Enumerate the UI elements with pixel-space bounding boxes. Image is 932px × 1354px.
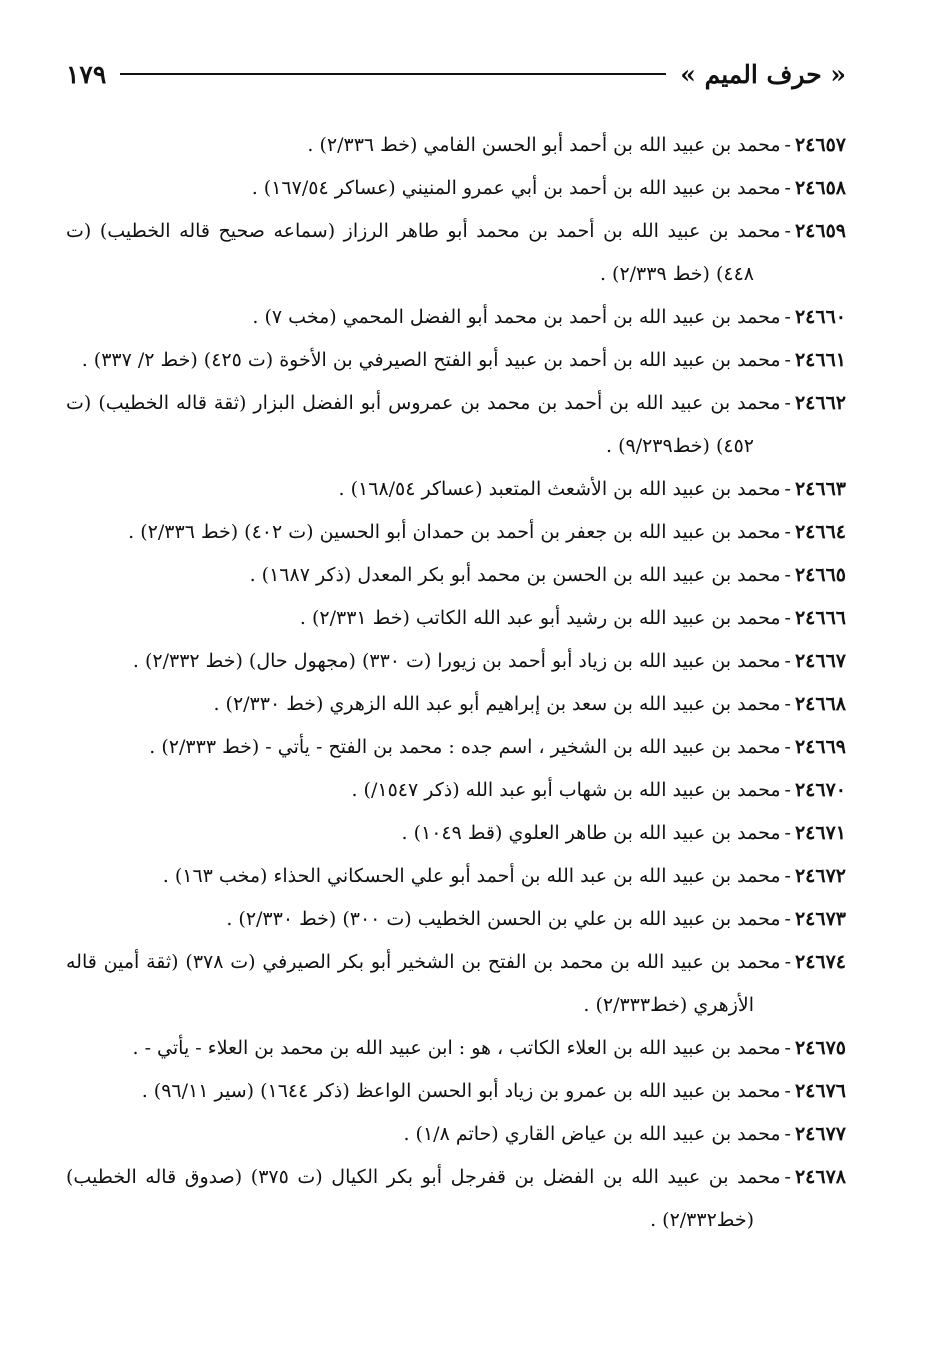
entry-list [66,124,846,1242]
entry-text: محمد بن عبيد الله بن الشخير ، اسم جده : محمد بن الفتح - يأتي - (خط ٢/٣٣٣) . [149,736,781,758]
entry-text: محمد بن عبيد الله بن جعفر بن أحمد بن حمدان أبو الحسين (ت ٤٠٢) (خط ٢/٣٣٦) . [128,521,781,543]
entry-text: محمد بن عبيد الله بن زياد أبو أحمد بن زيورا (ت ٣٣٠) (مجهول حال) (خط ٢/٣٣٢) . [132,650,781,672]
chapter-title: « حرف الميم » [680,59,846,89]
list-item: ٢٤٦٦٦-محمد بن عبيد الله بن رشيد أبو عبد الله الكاتب (خط ٢/٣٣١) . [299,607,846,629]
entry-text: محمد بن عبيد الله بن شهاب أبو عبد الله (ذكر ١٥٤٧/) . [351,779,781,801]
entry-number: ٢٤٦٧٤ [794,951,847,973]
entry-text: محمد بن عبيد الله بن أحمد أبو الحسن الفامي (خط ٢/٣٣٦) . [307,134,781,156]
entry-number: ٢٤٦٧٥ [794,1037,846,1059]
entry-number: ٢٤٦٧٣ [794,908,846,930]
entry-number: ٢٤٦٦١ [794,349,846,371]
list-item: ٢٤٦٥٩-محمد بن عبيد الله بن أحمد بن محمد أبو طاهر الرزاز (سماعه صحيح قاله الخطيب) (ت ٤٤٨) (خط ٢/٣٣٩) . [66,220,846,285]
entry-text: محمد بن عبيد الله بن الفضل بن قفرجل أبو بكر الكيال (ت ٣٧٥) (صدوق قاله الخطيب) (خط٢/٣٣٢) . [66,1166,781,1231]
entry-number: ٢٤٦٥٨ [794,177,846,199]
list-item: ٢٤٦٧٢-محمد بن عبيد الله بن عبد الله بن أحمد أبو علي الحسكاني الحذاء (مخب ١٦٣) . [162,865,846,887]
entry-text: محمد بن عبيد الله بن سعد بن إبراهيم أبو عبد الله الزهري (خط ٢/٣٣٠) . [213,693,781,715]
page-number: ١٧٩ [66,59,107,89]
entry-text: محمد بن عبيد الله بن أحمد بن محمد أبو طاهر الرزاز (سماعه صحيح قاله الخطيب) (ت ٤٤٨) (خط ٢/٣٣٩) . [66,220,781,285]
entry-number: ٢٤٦٦٠ [794,306,846,328]
list-item: ٢٤٦٦٧-محمد بن عبيد الله بن زياد أبو أحمد بن زيورا (ت ٣٣٠) (مجهول حال) (خط ٢/٣٣٢) . [132,650,846,672]
entry-number: ٢٤٦٧١ [794,822,846,844]
entry-text: محمد بن عبيد الله بن أحمد بن عبيد أبو الفتح الصيرفي بن الأخوة (ت ٤٢٥) (خط ٢/ ٣٣٧) . [81,349,781,371]
entry-text: محمد بن عبيد الله بن الأشعث المتعبد (عساكر ١٦٨/٥٤) . [338,478,781,500]
entry-text: محمد بن عبيد الله بن علي بن الحسن الخطيب (ت ٣٠٠) (خط ٢/٣٣٠) . [226,908,781,930]
entry-number: ٢٤٦٧٨ [794,1166,846,1188]
entry-text: محمد بن عبيد الله بن أحمد بن محمد أبو الفضل المحمي (مخب ٧) . [252,306,781,328]
entry-text: محمد بن عبيد الله بن عمرو بن زياد أبو الحسن الواعظ (ذكر ١٦٤٤) (سير ٩٦/١١) . [141,1080,781,1102]
list-item: ٢٤٦٦٨-محمد بن عبيد الله بن سعد بن إبراهيم أبو عبد الله الزهري (خط ٢/٣٣٠) . [213,693,846,715]
entry-number: ٢٤٦٦٦ [794,607,846,629]
entry-text: محمد بن عبيد الله بن طاهر العلوي (قط ١٠٤٩) . [401,822,781,844]
entry-number: ٢٤٦٦٣ [794,478,846,500]
entry-number: ٢٤٦٦٢ [794,392,846,414]
list-item: ٢٤٦٦٥-محمد بن عبيد الله بن الحسن بن محمد أبو بكر المعدل (ذكر ١٦٨٧) . [249,564,846,586]
list-item: ٢٤٦٦١-محمد بن عبيد الله بن أحمد بن عبيد أبو الفتح الصيرفي بن الأخوة (ت ٤٢٥) (خط ٢/ ٣٣٧) . [81,349,846,371]
entry-text: محمد بن عبيد الله بن العلاء الكاتب ، هو : ابن عبيد الله بن محمد بن العلاء - يأتي - . [132,1037,781,1059]
page-header [66,54,846,94]
list-item: ٢٤٦٦٣-محمد بن عبيد الله بن الأشعث المتعبد (عساكر ١٦٨/٥٤) . [338,478,846,500]
entry-number: ٢٤٦٥٧ [794,134,846,156]
list-item: ٢٤٦٧٠-محمد بن عبيد الله بن شهاب أبو عبد الله (ذكر ١٥٤٧/) . [351,779,846,801]
header-rule [120,73,666,75]
entry-number: ٢٤٦٦٩ [794,736,846,758]
entry-number: ٢٤٦٧٦ [794,1080,846,1102]
entry-text: محمد بن عبيد الله بن عبد الله بن أحمد أبو علي الحسكاني الحذاء (مخب ١٦٣) . [162,865,781,887]
list-item: ٢٤٦٧٨-محمد بن عبيد الله بن الفضل بن قفرجل أبو بكر الكيال (ت ٣٧٥) (صدوق قاله الخطيب) (خط٢/٣٣٢) . [66,1166,846,1231]
list-item: ٢٤٦٧١-محمد بن عبيد الله بن طاهر العلوي (قط ١٠٤٩) . [401,822,846,844]
entry-text: محمد بن عبيد الله بن محمد بن الفتح بن الشخير أبو بكر الصيرفي (ت ٣٧٨) (ثقة أمين قاله الأزهري (خط٢/٣٣٣) . [66,951,781,1016]
entry-number: ٢٤٦٦٨ [794,693,846,715]
list-item: ٢٤٦٧٤-محمد بن عبيد الله بن محمد بن الفتح بن الشخير أبو بكر الصيرفي (ت ٣٧٨) (ثقة أمين قاله الأزهري (خط٢/٣٣٣) . [66,951,847,1016]
list-item: ٢٤٦٥٧-محمد بن عبيد الله بن أحمد أبو الحسن الفامي (خط ٢/٣٣٦) . [307,134,846,156]
entry-text: محمد بن عبيد الله بن عياض القاري (حاتم ١/٨) . [403,1123,781,1145]
list-item: ٢٤٦٥٨-محمد بن عبيد الله بن أحمد بن أبي عمرو المنيني (عساكر ١٦٧/٥٤) . [251,177,846,199]
entry-number: ٢٤٦٦٥ [794,564,846,586]
entry-number: ٢٤٦٦٤ [794,521,846,543]
list-item: ٢٤٦٦٢-محمد بن عبيد الله بن أحمد بن محمد بن عمروس أبو الفضل البزار (ثقة قاله الخطيب) (ت ٤٥٢) (خط٩/٢٣٩) . [66,392,846,457]
entry-text: محمد بن عبيد الله بن أحمد بن محمد بن عمروس أبو الفضل البزار (ثقة قاله الخطيب) (ت ٤٥٢) (خط٩/٢٣٩) . [66,392,781,457]
entry-text: محمد بن عبيد الله بن الحسن بن محمد أبو بكر المعدل (ذكر ١٦٨٧) . [249,564,781,586]
list-item: ٢٤٦٦٩-محمد بن عبيد الله بن الشخير ، اسم جده : محمد بن الفتح - يأتي - (خط ٢/٣٣٣) . [149,736,846,758]
list-item: ٢٤٦٦٠-محمد بن عبيد الله بن أحمد بن محمد أبو الفضل المحمي (مخب ٧) . [252,306,846,328]
entry-number: ٢٤٦٦٧ [794,650,846,672]
entry-text: محمد بن عبيد الله بن رشيد أبو عبد الله الكاتب (خط ٢/٣٣١) . [299,607,781,629]
list-item: ٢٤٦٦٤-محمد بن عبيد الله بن جعفر بن أحمد بن حمدان أبو الحسين (ت ٤٠٢) (خط ٢/٣٣٦) . [128,521,846,543]
list-item: ٢٤٦٧٣-محمد بن عبيد الله بن علي بن الحسن الخطيب (ت ٣٠٠) (خط ٢/٣٣٠) . [226,908,846,930]
list-item: ٢٤٦٧٥-محمد بن عبيد الله بن العلاء الكاتب ، هو : ابن عبيد الله بن محمد بن العلاء - يأتي - . [132,1037,846,1059]
entry-number: ٢٤٦٥٩ [794,220,846,242]
list-item: ٢٤٦٧٦-محمد بن عبيد الله بن عمرو بن زياد أبو الحسن الواعظ (ذكر ١٦٤٤) (سير ٩٦/١١) . [141,1080,846,1102]
entry-number: ٢٤٦٧٢ [794,865,846,887]
entry-number: ٢٤٦٧٧ [794,1123,846,1145]
entry-number: ٢٤٦٧٠ [794,779,846,801]
list-item: ٢٤٦٧٧-محمد بن عبيد الله بن عياض القاري (حاتم ١/٨) . [403,1123,846,1145]
entry-text: محمد بن عبيد الله بن أحمد بن أبي عمرو المنيني (عساكر ١٦٧/٥٤) . [251,177,781,199]
